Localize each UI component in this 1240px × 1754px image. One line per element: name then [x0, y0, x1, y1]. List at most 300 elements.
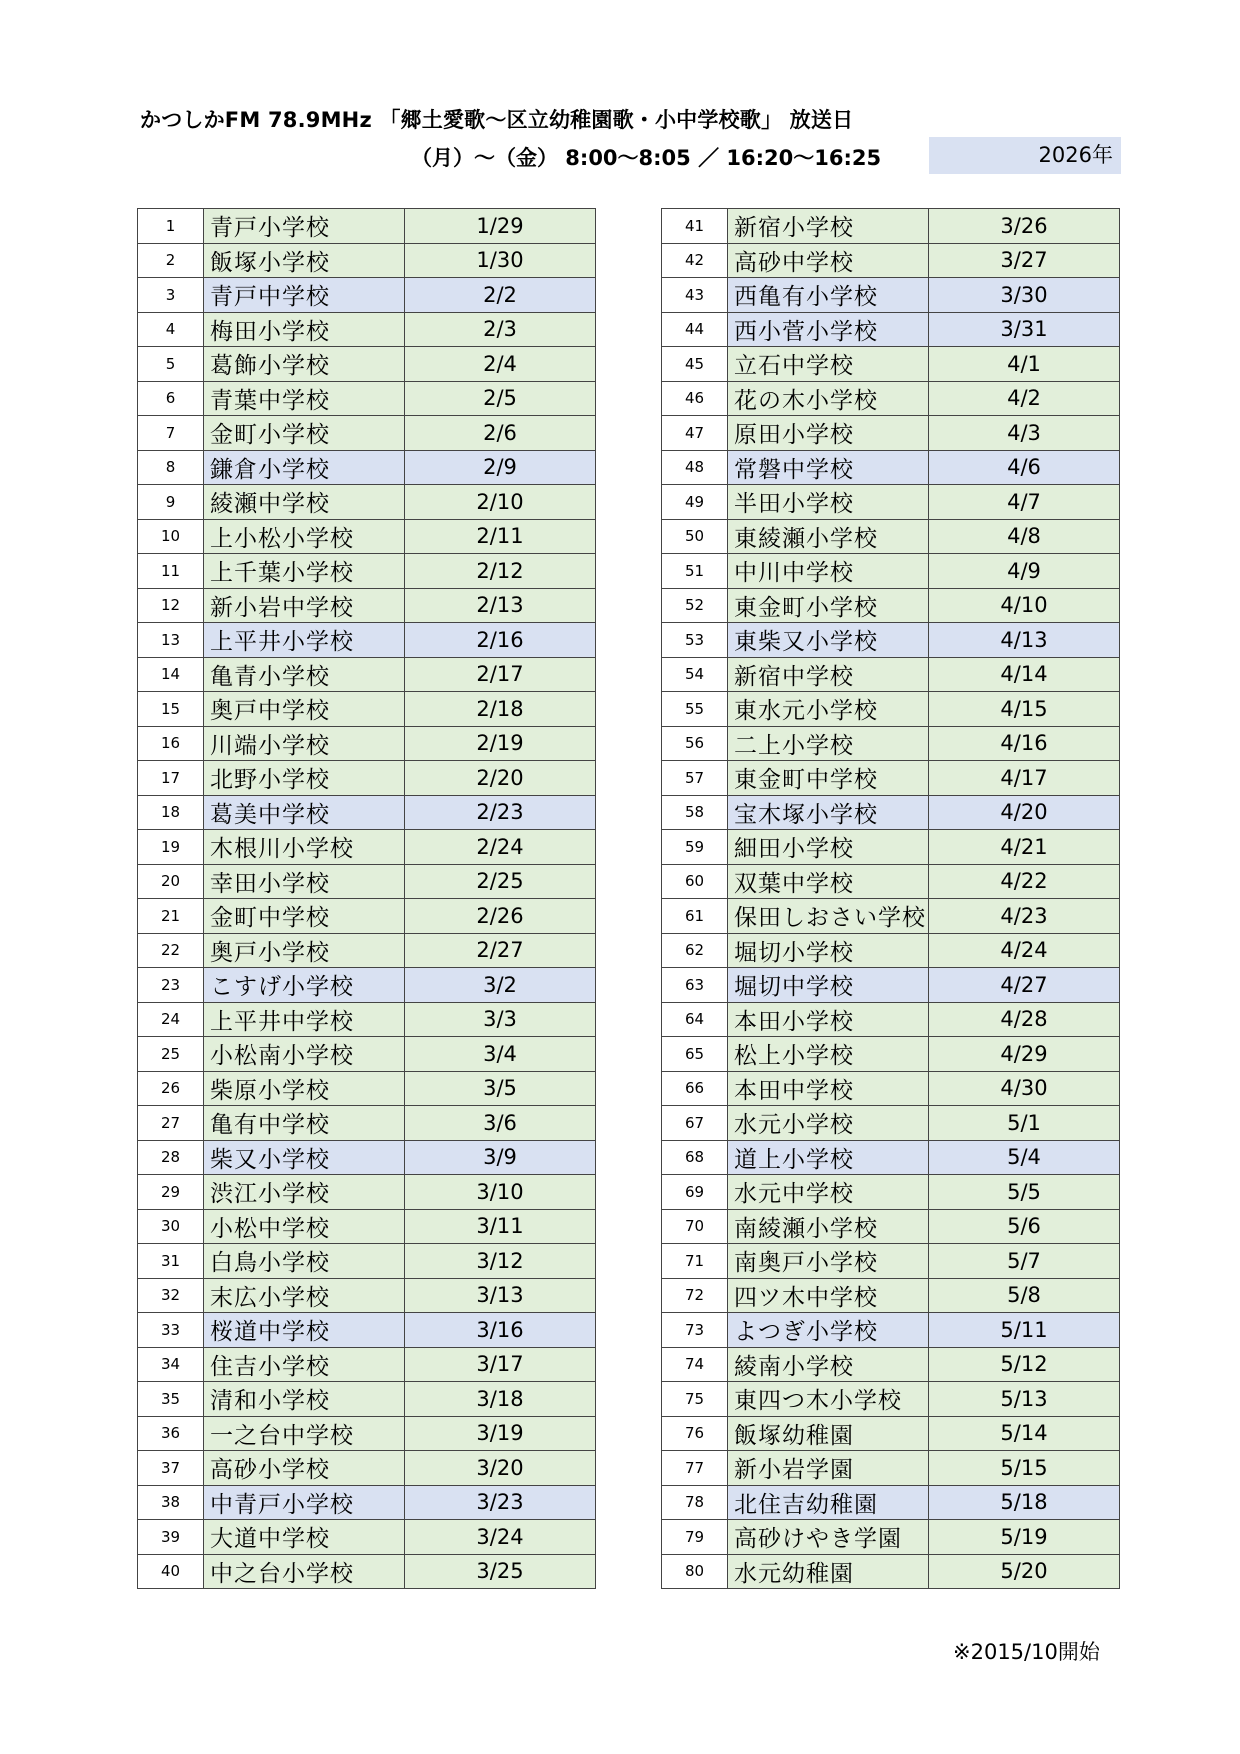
- broadcast-date: 2/10: [405, 485, 596, 520]
- broadcast-date: 5/18: [929, 1485, 1120, 1520]
- table-row: [138, 1382, 596, 1417]
- row-number: 72: [662, 1278, 728, 1313]
- row-number: 30: [138, 1209, 204, 1244]
- table-row: [662, 312, 1120, 347]
- broadcast-date: 1/29: [405, 209, 596, 244]
- broadcast-date: 3/19: [405, 1416, 596, 1451]
- table-row: [138, 899, 596, 934]
- broadcast-date: 4/20: [929, 795, 1120, 830]
- row-number: 43: [662, 278, 728, 313]
- broadcast-date: 1/30: [405, 243, 596, 278]
- row-number: 25: [138, 1037, 204, 1072]
- row-number: 16: [138, 726, 204, 761]
- row-number: 76: [662, 1416, 728, 1451]
- row-number: 42: [662, 243, 728, 278]
- row-number: 11: [138, 554, 204, 589]
- row-number: 50: [662, 519, 728, 554]
- row-number: 48: [662, 450, 728, 485]
- row-number: 21: [138, 899, 204, 934]
- broadcast-date: 3/5: [405, 1071, 596, 1106]
- school-name: 渋江小学校: [204, 1175, 405, 1210]
- table-row: [138, 1037, 596, 1072]
- school-name: 新宿中学校: [728, 657, 929, 692]
- broadcast-date: 5/1: [929, 1106, 1120, 1141]
- row-number: 31: [138, 1244, 204, 1279]
- broadcast-date: 5/7: [929, 1244, 1120, 1279]
- table-row: [662, 864, 1120, 899]
- broadcast-date: 5/20: [929, 1554, 1120, 1589]
- school-name: 大道中学校: [204, 1520, 405, 1555]
- row-number: 3: [138, 278, 204, 313]
- table-row: [138, 1313, 596, 1348]
- table-row: [662, 830, 1120, 865]
- broadcast-date: 3/31: [929, 312, 1120, 347]
- table-row: [138, 381, 596, 416]
- row-number: 49: [662, 485, 728, 520]
- table-row: [662, 968, 1120, 1003]
- row-number: 56: [662, 726, 728, 761]
- school-name: 東金町小学校: [728, 588, 929, 623]
- table-row: [138, 278, 596, 313]
- table-row: [138, 761, 596, 796]
- school-name: こすげ小学校: [204, 968, 405, 1003]
- broadcast-date: 3/23: [405, 1485, 596, 1520]
- row-number: 15: [138, 692, 204, 727]
- school-name: 綾瀬中学校: [204, 485, 405, 520]
- table-row: [138, 1175, 596, 1210]
- table-row: [662, 761, 1120, 796]
- table-row: [662, 347, 1120, 382]
- table-row: [662, 278, 1120, 313]
- broadcast-date: 2/6: [405, 416, 596, 451]
- row-number: 23: [138, 968, 204, 1003]
- table-row: [138, 588, 596, 623]
- school-name: 飯塚幼稚園: [728, 1416, 929, 1451]
- school-name: 水元幼稚園: [728, 1554, 929, 1589]
- broadcast-date: 3/30: [929, 278, 1120, 313]
- row-number: 32: [138, 1278, 204, 1313]
- row-number: 59: [662, 830, 728, 865]
- school-name: 亀有中学校: [204, 1106, 405, 1141]
- row-number: 58: [662, 795, 728, 830]
- broadcast-date: 3/11: [405, 1209, 596, 1244]
- broadcast-date: 2/2: [405, 278, 596, 313]
- broadcast-date: 3/25: [405, 1554, 596, 1589]
- row-number: 5: [138, 347, 204, 382]
- table-row: [662, 726, 1120, 761]
- school-name: 上小松小学校: [204, 519, 405, 554]
- schedule-table-right: [661, 208, 1120, 1589]
- broadcast-date: 4/1: [929, 347, 1120, 382]
- table-row: [138, 795, 596, 830]
- broadcast-date: 2/24: [405, 830, 596, 865]
- row-number: 1: [138, 209, 204, 244]
- table-row: [138, 1485, 596, 1520]
- row-number: 69: [662, 1175, 728, 1210]
- table-row: [138, 657, 596, 692]
- broadcast-date: 3/4: [405, 1037, 596, 1072]
- table-row: [138, 692, 596, 727]
- school-name: 本田中学校: [728, 1071, 929, 1106]
- row-number: 19: [138, 830, 204, 865]
- broadcast-date: 2/16: [405, 623, 596, 658]
- school-name: 中川中学校: [728, 554, 929, 589]
- row-number: 17: [138, 761, 204, 796]
- school-name: 新宿小学校: [728, 209, 929, 244]
- school-name: 東柴又小学校: [728, 623, 929, 658]
- row-number: 57: [662, 761, 728, 796]
- row-number: 73: [662, 1313, 728, 1348]
- broadcast-date: 4/6: [929, 450, 1120, 485]
- school-name: 末広小学校: [204, 1278, 405, 1313]
- school-name: 白鳥小学校: [204, 1244, 405, 1279]
- broadcast-date: 5/5: [929, 1175, 1120, 1210]
- school-name: 宝木塚小学校: [728, 795, 929, 830]
- school-name: 二上小学校: [728, 726, 929, 761]
- school-name: 中之台小学校: [204, 1554, 405, 1589]
- school-name: 高砂小学校: [204, 1451, 405, 1486]
- broadcast-date: 3/2: [405, 968, 596, 1003]
- school-name: 新小岩中学校: [204, 588, 405, 623]
- school-name: 桜道中学校: [204, 1313, 405, 1348]
- broadcast-schedule: （月）～（金） 8:00～8:05 ／ 16:20～16:25: [411, 146, 882, 170]
- row-number: 12: [138, 588, 204, 623]
- broadcast-date: 5/19: [929, 1520, 1120, 1555]
- row-number: 78: [662, 1485, 728, 1520]
- table-row: [662, 416, 1120, 451]
- row-number: 66: [662, 1071, 728, 1106]
- broadcast-date: 4/23: [929, 899, 1120, 934]
- broadcast-date: 3/13: [405, 1278, 596, 1313]
- table-row: [662, 1071, 1120, 1106]
- row-number: 39: [138, 1520, 204, 1555]
- row-number: 47: [662, 416, 728, 451]
- year-label: 2026年: [929, 137, 1121, 174]
- school-name: 堀切小学校: [728, 933, 929, 968]
- table-row: [138, 1106, 596, 1141]
- school-name: 道上小学校: [728, 1140, 929, 1175]
- school-name: 小松中学校: [204, 1209, 405, 1244]
- school-name: 金町小学校: [204, 416, 405, 451]
- broadcast-date: 5/14: [929, 1416, 1120, 1451]
- school-name: 高砂けやき学園: [728, 1520, 929, 1555]
- school-name: 川端小学校: [204, 726, 405, 761]
- broadcast-date: 5/8: [929, 1278, 1120, 1313]
- school-name: 住吉小学校: [204, 1347, 405, 1382]
- table-row: [138, 968, 596, 1003]
- row-number: 54: [662, 657, 728, 692]
- school-name: 北野小学校: [204, 761, 405, 796]
- row-number: 38: [138, 1485, 204, 1520]
- row-number: 18: [138, 795, 204, 830]
- row-number: 14: [138, 657, 204, 692]
- broadcast-date: 4/3: [929, 416, 1120, 451]
- school-name: 上平井小学校: [204, 623, 405, 658]
- broadcast-date: 4/21: [929, 830, 1120, 865]
- row-number: 6: [138, 381, 204, 416]
- school-name: 小松南小学校: [204, 1037, 405, 1072]
- row-number: 27: [138, 1106, 204, 1141]
- school-name: 東四つ木小学校: [728, 1382, 929, 1417]
- broadcast-date: 4/16: [929, 726, 1120, 761]
- broadcast-date: 2/19: [405, 726, 596, 761]
- school-name: 綾南小学校: [728, 1347, 929, 1382]
- row-number: 29: [138, 1175, 204, 1210]
- school-name: 上千葉小学校: [204, 554, 405, 589]
- table-row: [662, 1244, 1120, 1279]
- table-row: [138, 347, 596, 382]
- table-row: [138, 933, 596, 968]
- row-number: 67: [662, 1106, 728, 1141]
- row-number: 70: [662, 1209, 728, 1244]
- page-title: かつしかFM 78.9MHz 「郷土愛歌～区立幼稚園歌・小中学校歌」 放送日: [140, 108, 854, 132]
- row-number: 41: [662, 209, 728, 244]
- broadcast-date: 4/14: [929, 657, 1120, 692]
- broadcast-date: 4/7: [929, 485, 1120, 520]
- school-name: 柴原小学校: [204, 1071, 405, 1106]
- school-name: 幸田小学校: [204, 864, 405, 899]
- broadcast-date: 4/24: [929, 933, 1120, 968]
- row-number: 8: [138, 450, 204, 485]
- row-number: 20: [138, 864, 204, 899]
- school-name: 南綾瀬小学校: [728, 1209, 929, 1244]
- row-number: 74: [662, 1347, 728, 1382]
- school-name: 青葉中学校: [204, 381, 405, 416]
- school-name: 葛飾小学校: [204, 347, 405, 382]
- start-note: ※2015/10開始: [953, 1640, 1100, 1664]
- table-row: [138, 1347, 596, 1382]
- broadcast-date: 2/5: [405, 381, 596, 416]
- broadcast-date: 3/24: [405, 1520, 596, 1555]
- broadcast-date: 2/25: [405, 864, 596, 899]
- school-name: 清和小学校: [204, 1382, 405, 1417]
- school-name: 柴又小学校: [204, 1140, 405, 1175]
- table-row: [138, 485, 596, 520]
- table-row: [662, 519, 1120, 554]
- row-number: 4: [138, 312, 204, 347]
- broadcast-date: 2/13: [405, 588, 596, 623]
- row-number: 22: [138, 933, 204, 968]
- row-number: 35: [138, 1382, 204, 1417]
- broadcast-date: 3/9: [405, 1140, 596, 1175]
- school-name: 梅田小学校: [204, 312, 405, 347]
- broadcast-date: 5/15: [929, 1451, 1120, 1486]
- table-row: [662, 1347, 1120, 1382]
- table-row: [662, 1175, 1120, 1210]
- broadcast-date: 3/12: [405, 1244, 596, 1279]
- broadcast-date: 4/8: [929, 519, 1120, 554]
- broadcast-date: 5/11: [929, 1313, 1120, 1348]
- table-row: [138, 312, 596, 347]
- row-number: 10: [138, 519, 204, 554]
- table-row: [138, 519, 596, 554]
- broadcast-date: 4/10: [929, 588, 1120, 623]
- table-row: [138, 726, 596, 761]
- broadcast-date: 4/29: [929, 1037, 1120, 1072]
- school-name: 立石中学校: [728, 347, 929, 382]
- table-row: [662, 209, 1120, 244]
- school-name: よつぎ小学校: [728, 1313, 929, 1348]
- table-row: [662, 554, 1120, 589]
- school-name: 北住吉幼稚園: [728, 1485, 929, 1520]
- table-row: [662, 623, 1120, 658]
- row-number: 68: [662, 1140, 728, 1175]
- school-name: 高砂中学校: [728, 243, 929, 278]
- row-number: 13: [138, 623, 204, 658]
- row-number: 34: [138, 1347, 204, 1382]
- table-row: [662, 1485, 1120, 1520]
- broadcast-date: 2/26: [405, 899, 596, 934]
- broadcast-date: 4/30: [929, 1071, 1120, 1106]
- school-name: 葛美中学校: [204, 795, 405, 830]
- table-row: [138, 450, 596, 485]
- table-row: [138, 1451, 596, 1486]
- table-row: [662, 1106, 1120, 1141]
- school-name: 水元中学校: [728, 1175, 929, 1210]
- school-name: 双葉中学校: [728, 864, 929, 899]
- table-row: [662, 657, 1120, 692]
- row-number: 62: [662, 933, 728, 968]
- school-name: 水元小学校: [728, 1106, 929, 1141]
- table-row: [138, 243, 596, 278]
- table-row: [662, 1037, 1120, 1072]
- school-name: 飯塚小学校: [204, 243, 405, 278]
- table-row: [662, 692, 1120, 727]
- school-name: 南奥戸小学校: [728, 1244, 929, 1279]
- school-name: 奥戸小学校: [204, 933, 405, 968]
- broadcast-date: 3/17: [405, 1347, 596, 1382]
- table-row: [662, 1002, 1120, 1037]
- row-number: 53: [662, 623, 728, 658]
- school-name: 西小菅小学校: [728, 312, 929, 347]
- table-row: [662, 485, 1120, 520]
- table-row: [138, 554, 596, 589]
- row-number: 77: [662, 1451, 728, 1486]
- broadcast-date: 4/9: [929, 554, 1120, 589]
- school-name: 亀青小学校: [204, 657, 405, 692]
- broadcast-date: 5/6: [929, 1209, 1120, 1244]
- broadcast-date: 3/27: [929, 243, 1120, 278]
- school-name: 堀切中学校: [728, 968, 929, 1003]
- table-row: [138, 1416, 596, 1451]
- broadcast-date: 3/3: [405, 1002, 596, 1037]
- table-row: [662, 933, 1120, 968]
- table-row: [138, 1554, 596, 1589]
- school-name: 花の木小学校: [728, 381, 929, 416]
- school-name: 一之台中学校: [204, 1416, 405, 1451]
- broadcast-date: 3/10: [405, 1175, 596, 1210]
- row-number: 55: [662, 692, 728, 727]
- table-row: [662, 381, 1120, 416]
- row-number: 51: [662, 554, 728, 589]
- row-number: 40: [138, 1554, 204, 1589]
- broadcast-date: 2/9: [405, 450, 596, 485]
- table-row: [662, 1313, 1120, 1348]
- table-row: [138, 1002, 596, 1037]
- row-number: 37: [138, 1451, 204, 1486]
- row-number: 46: [662, 381, 728, 416]
- school-name: 原田小学校: [728, 416, 929, 451]
- school-name: 東金町中学校: [728, 761, 929, 796]
- broadcast-date: 4/15: [929, 692, 1120, 727]
- school-name: 金町中学校: [204, 899, 405, 934]
- table-row: [662, 588, 1120, 623]
- broadcast-date: 5/4: [929, 1140, 1120, 1175]
- school-name: 西亀有小学校: [728, 278, 929, 313]
- broadcast-date: 4/2: [929, 381, 1120, 416]
- broadcast-date: 2/12: [405, 554, 596, 589]
- broadcast-date: 3/20: [405, 1451, 596, 1486]
- broadcast-date: 3/26: [929, 209, 1120, 244]
- school-name: 新小岩学園: [728, 1451, 929, 1486]
- table-row: [662, 243, 1120, 278]
- row-number: 64: [662, 1002, 728, 1037]
- row-number: 52: [662, 588, 728, 623]
- row-number: 36: [138, 1416, 204, 1451]
- table-row: [138, 1209, 596, 1244]
- table-row: [662, 1554, 1120, 1589]
- broadcast-date: 2/17: [405, 657, 596, 692]
- broadcast-date: 2/23: [405, 795, 596, 830]
- school-name: 鎌倉小学校: [204, 450, 405, 485]
- broadcast-date: 2/4: [405, 347, 596, 382]
- table-row: [662, 1416, 1120, 1451]
- table-row: [662, 795, 1120, 830]
- row-number: 75: [662, 1382, 728, 1417]
- broadcast-date: 4/27: [929, 968, 1120, 1003]
- broadcast-date: 2/27: [405, 933, 596, 968]
- table-row: [138, 1071, 596, 1106]
- broadcast-date: 4/28: [929, 1002, 1120, 1037]
- row-number: 79: [662, 1520, 728, 1555]
- table-row: [138, 1278, 596, 1313]
- school-name: 上平井中学校: [204, 1002, 405, 1037]
- table-row: [662, 1382, 1120, 1417]
- table-row: [138, 1520, 596, 1555]
- row-number: 61: [662, 899, 728, 934]
- broadcast-date: 4/22: [929, 864, 1120, 899]
- row-number: 33: [138, 1313, 204, 1348]
- school-name: 松上小学校: [728, 1037, 929, 1072]
- broadcast-date: 4/13: [929, 623, 1120, 658]
- school-name: 常磐中学校: [728, 450, 929, 485]
- row-number: 63: [662, 968, 728, 1003]
- row-number: 65: [662, 1037, 728, 1072]
- school-name: 青戸中学校: [204, 278, 405, 313]
- table-row: [662, 1520, 1120, 1555]
- broadcast-date: 3/6: [405, 1106, 596, 1141]
- table-row: [662, 1451, 1120, 1486]
- schedule-table-left: [137, 208, 596, 1589]
- row-number: 45: [662, 347, 728, 382]
- school-name: 中青戸小学校: [204, 1485, 405, 1520]
- broadcast-date: 5/13: [929, 1382, 1120, 1417]
- school-name: 木根川小学校: [204, 830, 405, 865]
- table-row: [662, 899, 1120, 934]
- row-number: 26: [138, 1071, 204, 1106]
- school-name: 青戸小学校: [204, 209, 405, 244]
- school-name: 半田小学校: [728, 485, 929, 520]
- row-number: 7: [138, 416, 204, 451]
- row-number: 28: [138, 1140, 204, 1175]
- row-number: 2: [138, 243, 204, 278]
- table-row: [138, 209, 596, 244]
- table-row: [138, 1140, 596, 1175]
- broadcast-date: 3/16: [405, 1313, 596, 1348]
- school-name: 東水元小学校: [728, 692, 929, 727]
- table-row: [662, 1209, 1120, 1244]
- row-number: 44: [662, 312, 728, 347]
